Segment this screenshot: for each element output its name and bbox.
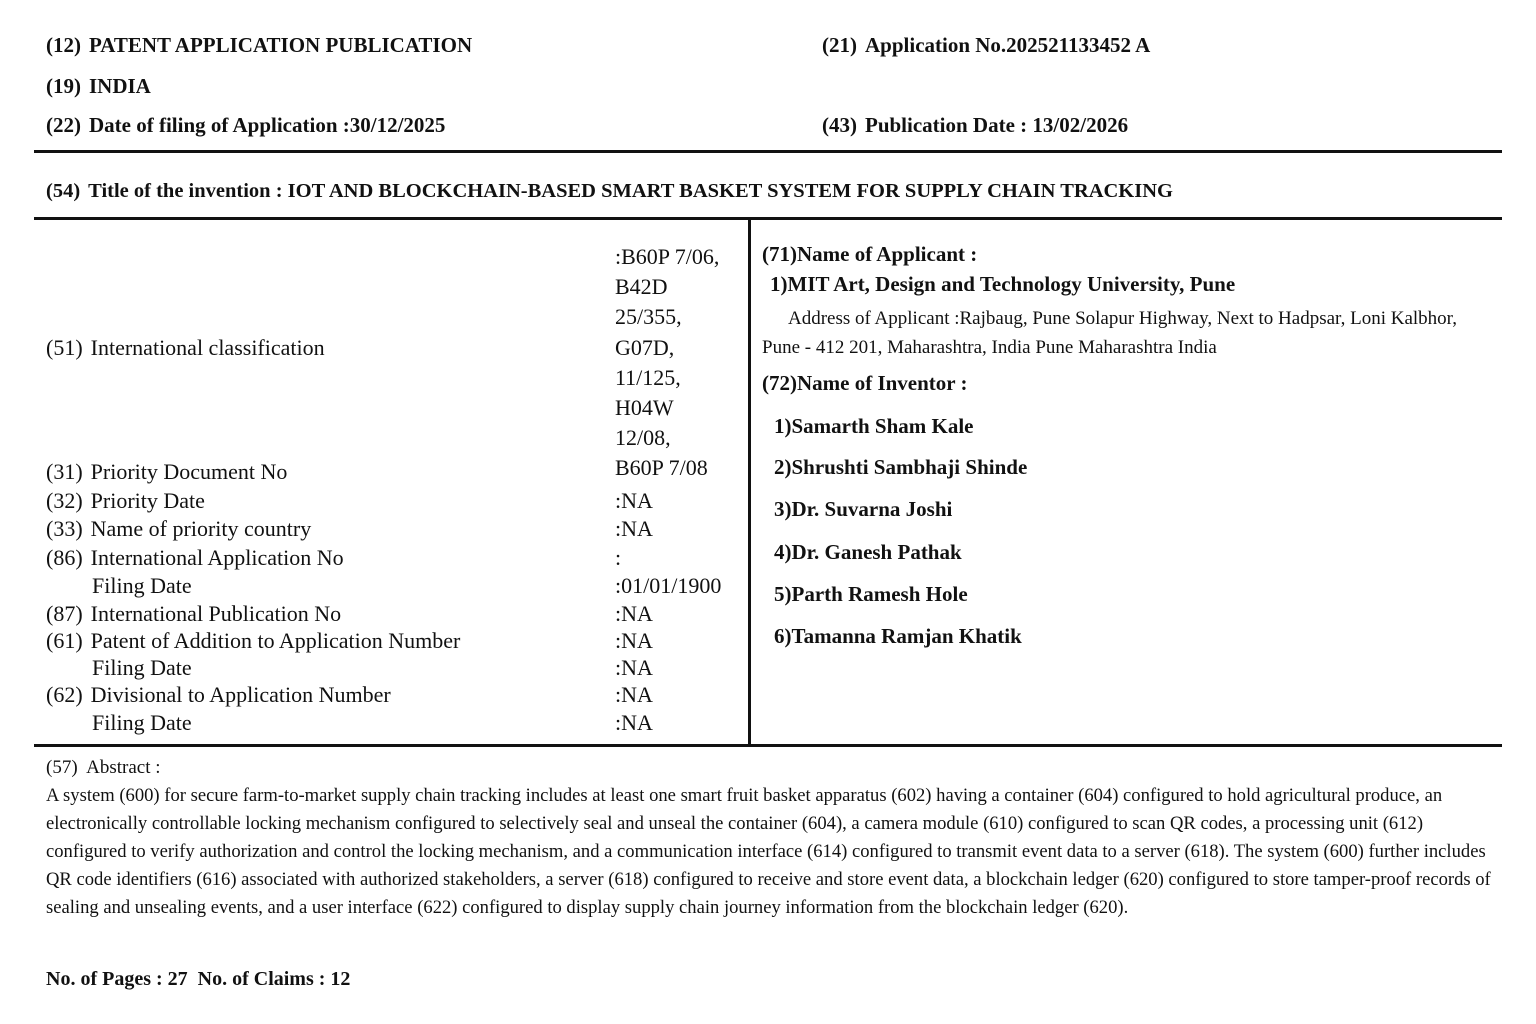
field-86-value: : <box>615 545 622 570</box>
field-31-label: (31) Priority Document No <box>46 459 288 484</box>
field-33-label: (33) Name of priority country <box>46 516 312 541</box>
applicant-name: 1)MIT Art, Design and Technology University, Pune <box>770 272 1236 296</box>
field-87-value: :NA <box>615 601 653 626</box>
inventor-item: 5)Parth Ramesh Hole <box>774 582 968 606</box>
publication-type: (12) PATENT APPLICATION PUBLICATION <box>46 33 473 57</box>
field-86-label: (86) International Application No <box>46 545 344 570</box>
field-32-value: :NA <box>615 488 653 513</box>
publication-date: (43) Publication Date : 13/02/2026 <box>822 113 1129 137</box>
pages-claims: No. of Pages : 27 No. of Claims : 12 <box>46 968 351 990</box>
classification-values: :B60P 7/06, B42D 25/355, G07D, 11/125, H04W 12/08, B60P 7/08 <box>615 244 720 481</box>
divider-title <box>34 217 1502 220</box>
field-61-value: :NA <box>615 628 653 653</box>
field-61-filing-label: Filing Date <box>92 655 192 680</box>
field-62-value: :NA <box>615 682 653 707</box>
inventor-item: 4)Dr. Ganesh Pathak <box>774 540 962 564</box>
field-62-label: (62) Divisional to Application Number <box>46 682 391 707</box>
inventor-item: 6)Tamanna Ramjan Khatik <box>774 624 1022 648</box>
applicant-address: Address of Applicant :Rajbaug, Pune Solapur Highway, Next to Hadpsar, Loni Kalbhor, Pune - 412 201, Maharashtra, India Pune Maharashtra India <box>762 308 1457 358</box>
divider-top <box>34 150 1502 153</box>
invention-title: (54) Title of the invention : IOT AND BLOCKCHAIN-BASED SMART BASKET SYSTEM FOR SUPPLY CHAIN TRACKING <box>46 180 1173 202</box>
field-62-filing-value: :NA <box>615 710 653 735</box>
inventor-item: 1)Samarth Sham Kale <box>774 414 974 438</box>
divider-bottom <box>34 744 1502 747</box>
inventor-item: 2)Shrushti Sambhaji Shinde <box>774 455 1028 479</box>
application-number: (21) Application No.202521133452 A <box>822 33 1151 57</box>
column-divider <box>748 219 751 746</box>
applicant-heading: (71)Name of Applicant : <box>762 242 978 266</box>
inventor-item: 3)Dr. Suvarna Joshi <box>774 497 953 521</box>
field-87-label: (87) International Publication No <box>46 601 342 626</box>
inventor-heading: (72)Name of Inventor : <box>762 371 968 395</box>
country: (19) INDIA <box>46 74 151 98</box>
field-86-filing-value: :01/01/1900 <box>615 573 722 598</box>
abstract-heading: (57) Abstract : <box>46 757 161 778</box>
field-62-filing-label: Filing Date <box>92 710 192 735</box>
field-86-filing-label: Filing Date <box>92 573 192 598</box>
field-51-label: (51) International classification <box>46 335 325 360</box>
field-32-label: (32) Priority Date <box>46 488 205 513</box>
field-61-filing-value: :NA <box>615 655 653 680</box>
field-61-label: (61) Patent of Addition to Application Number <box>46 628 461 653</box>
filing-date: (22) Date of filing of Application :30/12/2025 <box>46 113 446 137</box>
abstract-text: A system (600) for secure farm-to-market supply chain tracking includes at least one smart fruit basket apparatus (602) having a container (604) configured to hold agricultural produce, an electronically controllable locking mechanism configured to selectively seal and unseal the container (604), a camera module (610) configured to scan QR codes, a processing unit (612) configured to verify authorization and control the locking mechanism, and a communication interface (614) configured to transmit event data to a server (618). The system (600) further includes QR code identifiers (616) associated with authorized stakeholders, a server (618) configured to receive and store event data, a blockchain ledger (620) configured to store tamper-proof records of sealing and unsealing events, and a user interface (622) configured to display supply chain journey information from the blockchain ledger (620). <box>46 785 1491 918</box>
field-33-value: :NA <box>615 516 653 541</box>
